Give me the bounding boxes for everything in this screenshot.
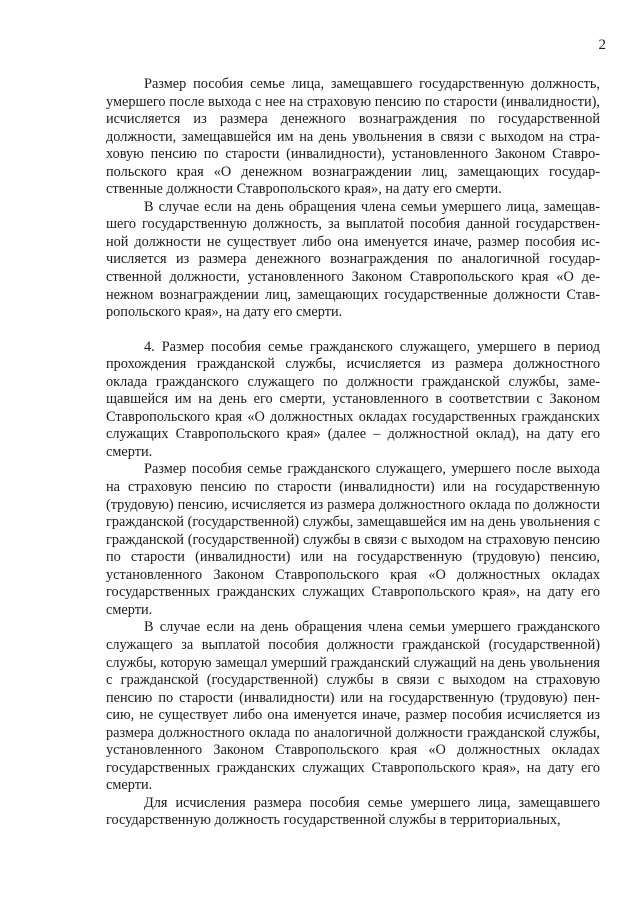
paragraph: В случае если на день обращения члена семьи умершего лица, замещавшего государственную должность, за выплатой пособия данной государственной должности не существует либо она именуется иначе, размер пособия исчисляется из размера денежного вознаграждения по аналогичной государственной должности, установленного Законом Ставропольского края «О денежном вознаграждении лиц, замещающих государственные должности Ставропольского края», на дату его смерти. xyxy=(106,198,600,321)
paragraph: Размер пособия семье гражданского служащего, умершего после выхода на страховую пенсию по старости (инвалидности) или на государственную (трудовую) пенсию, исчисляется из размера должностного оклада по должности гражданской (государственной) службы, замещавшейся им на день увольнения с гражданской (государственной) службы в связи с выходом на страховую пенсию по старости (инвалидности) или на государственную (трудовую) пенсию, установленного Законом Ставропольского края «О должностных окладах государственных гражданских служащих Ставропольского края», на дату его смерти. xyxy=(106,461,600,618)
paragraph: В случае если на день обращения члена семьи умершего гражданского служащего за выплатой пособия должности гражданской (государственной) службы, которую замещал умерший гражданский служащий на день увольнения с гражданской (государственной) службы в связи с выходом на страховую пенсию по старости (инвалидности) или на государственную (трудовую) пенсию, не существует либо она именуется иначе, размер пособия исчисляется из размера должностного оклада по аналогичной должности гражданской службы, установленного Законом Ставропольского края «О должностных окладах государственных гражданских служащих Ставропольского края», на дату его смерти. xyxy=(106,619,600,794)
paragraph: Размер пособия семье лица, замещавшего государственную должность, умершего после выхода с нее на страховую пенсию по старости (инвалидности), исчисляется из размера денежного вознаграждения по государственной должности, замещавшейся им на день увольнения в связи с выходом на страховую пенсию по старости (инвалидности), установленного Законом Ставропольского края «О денежном вознаграждении лиц, замещающих государственные должности Ставропольского края», на дату его смерти. xyxy=(106,76,600,198)
document-body xyxy=(106,76,600,830)
page-number: 2 xyxy=(598,37,606,53)
paragraph: Для исчисления размера пособия семье умершего лица, замещавшего государственную должность государственной службы в территориальных, xyxy=(106,794,600,829)
paragraph: 4. Размер пособия семье гражданского служащего, умершего в период прохождения гражданской службы, исчисляется из размера должностного оклада гражданского служащего по должности гражданской службы, замещавшейся им на день его смерти, установленного в соответствии с Законом Ставропольского края «О должностных окладах государственных гражданских служащих Ставропольского края» (далее – должностной оклад), на дату его смерти. xyxy=(106,338,600,460)
